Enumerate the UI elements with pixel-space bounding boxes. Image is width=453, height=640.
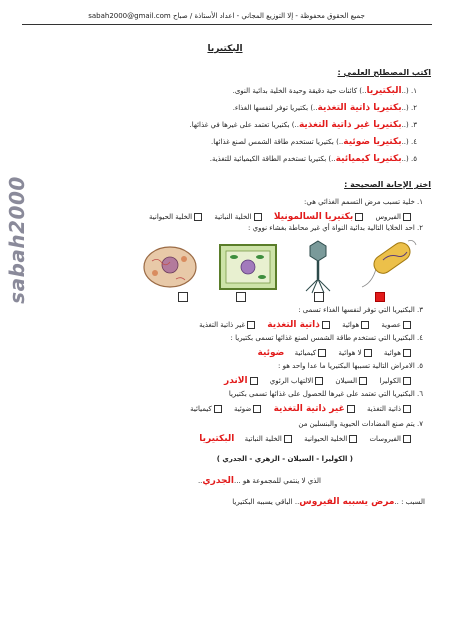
page-title: البكتيريا <box>207 44 243 54</box>
q3-opt3-checkbox[interactable] <box>322 321 330 329</box>
q2-text: ٢. احد الخلايا التالية بدائية النواة أي غير محاطة بغشاء نووي : <box>248 224 423 232</box>
watermark <box>2 120 32 360</box>
q7-options: الفيروسات الخلية الحيوانية الخلية النباتية البكتيريا <box>191 434 413 444</box>
odd-list: ( الكوليرا - السيلان - الزهري - الجدري ) <box>216 455 353 463</box>
q6-opt1-checkbox[interactable] <box>403 405 411 413</box>
plant-cell-icon <box>220 245 276 289</box>
q6-opt3-checkbox[interactable] <box>253 405 261 413</box>
q5-options: الكوليرا السيلان الالتهاب الرئوي الاندر <box>216 376 413 386</box>
q5-opt4-checkbox[interactable] <box>250 377 258 385</box>
odd-reason: السبب : ..مرض يسببه الفيروس.. الباقي يسببه البكتيريا <box>232 497 425 507</box>
q5-opt2-checkbox[interactable] <box>359 377 367 385</box>
s1-item-5: ٥. (..بكتيريا كيميائية..) بكتيريا تستخدم الطاقة الكيميائية للتغذية. <box>209 154 417 164</box>
q5-opt3-checkbox[interactable] <box>315 377 323 385</box>
q3-opt2-checkbox[interactable] <box>361 321 369 329</box>
q1-opt2-checkbox[interactable] <box>355 213 363 221</box>
virus-icon <box>306 241 330 293</box>
q6-text: ٦. البكتيريا التي تعتمد على غيرها للحصول على غذائها تسمى بكتيريا <box>228 390 423 398</box>
s1-item-3: ٣. (..بكتيريا غير ذاتية التغذية..) بكتيريا تعتمد على غيرها في غذائها. <box>189 120 417 130</box>
section1-heading: اكتب المصطلح العلمي : <box>337 68 431 77</box>
s1-item-2: ٢. (..بكتيريا ذاتية التغذية..) بكتيريا توفر لنفسها الغذاء. <box>232 103 417 113</box>
section2-heading: اختر الإجابة الصحيحة : <box>344 180 431 189</box>
q1-options: الفيروس بكتيريا السالمونيلا الخلية النباتية الخلية الحيوانية <box>141 212 413 222</box>
q5-text: ٥. الامراض التالية تسببها البكتيريا ما عدا واحد هو : <box>278 362 423 370</box>
q5-opt1-checkbox[interactable] <box>403 377 411 385</box>
bacterium-icon <box>362 239 416 287</box>
q1-opt1-checkbox[interactable] <box>403 213 411 221</box>
q7-opt3-checkbox[interactable] <box>284 435 292 443</box>
q3-opt1-checkbox[interactable] <box>403 321 411 329</box>
q2-opt-plant-checkbox[interactable] <box>236 292 246 302</box>
q6-opt4-checkbox[interactable] <box>214 405 222 413</box>
q3-opt4-checkbox[interactable] <box>247 321 255 329</box>
q2-opt-animal-checkbox[interactable] <box>178 292 188 302</box>
header-divider <box>22 24 432 25</box>
q3-options: عصوية هوائية ذاتية التغذية غير ذاتية التغذية <box>191 320 413 330</box>
q3-text: ٣. البكتيريا التي توفر لنفسها الغذاء تسمى : <box>298 306 423 314</box>
s1-item-4: ٤. (..بكتيريا ضوئية..) بكتيريا تستخدم طاقة الشمس لصنع غذائها. <box>210 137 417 147</box>
q2-opt-virus-checkbox[interactable] <box>314 292 324 302</box>
watermark-text: sabah2000 <box>5 176 29 304</box>
q7-opt2-checkbox[interactable] <box>349 435 357 443</box>
q2-opt-bacterium-checkbox[interactable] <box>375 292 385 302</box>
q1-opt3-checkbox[interactable] <box>254 213 262 221</box>
q2-cell-images <box>140 235 430 295</box>
q4-opt2-checkbox[interactable] <box>364 349 372 357</box>
s1-item-1: ١. (..البكتيريا..) كائنات حية دقيقة وحيدة الخلية بدائية النوى. <box>232 86 417 96</box>
q6-opt2-checkbox[interactable] <box>347 405 355 413</box>
q4-text: ٤. البكتيريا التي تستخدم طاقة الشمس لصنع غذائها تسمى بكتيريا : <box>230 334 423 342</box>
q1-opt4-checkbox[interactable] <box>194 213 202 221</box>
q7-text: ٧. يتم صنع المضادات الحيوية والبنسلين من <box>298 420 423 428</box>
page-header: جميع الحقوق محفوظة - إلا التوزيع المجاني - اعداد الأستاذة / صباح sabah2000@gmail.com <box>88 12 365 20</box>
q6-options: ذاتية التغذية غير ذاتية التغذية ضوئية كيميائية <box>182 404 413 414</box>
q4-opt1-checkbox[interactable] <box>403 349 411 357</box>
q4-options: هوائية لا هوائية كيميائية ضوئية <box>250 348 414 358</box>
q7-opt1-checkbox[interactable] <box>403 435 411 443</box>
q4-opt3-checkbox[interactable] <box>318 349 326 357</box>
animal-cell-icon <box>144 247 196 287</box>
q1-text: ١. خلية تسبب مرض التسمم الغذائي هي: <box>304 198 423 206</box>
odd-question: الذي لا ينتمي للمجموعة هو ...الجدري.. <box>197 476 321 486</box>
